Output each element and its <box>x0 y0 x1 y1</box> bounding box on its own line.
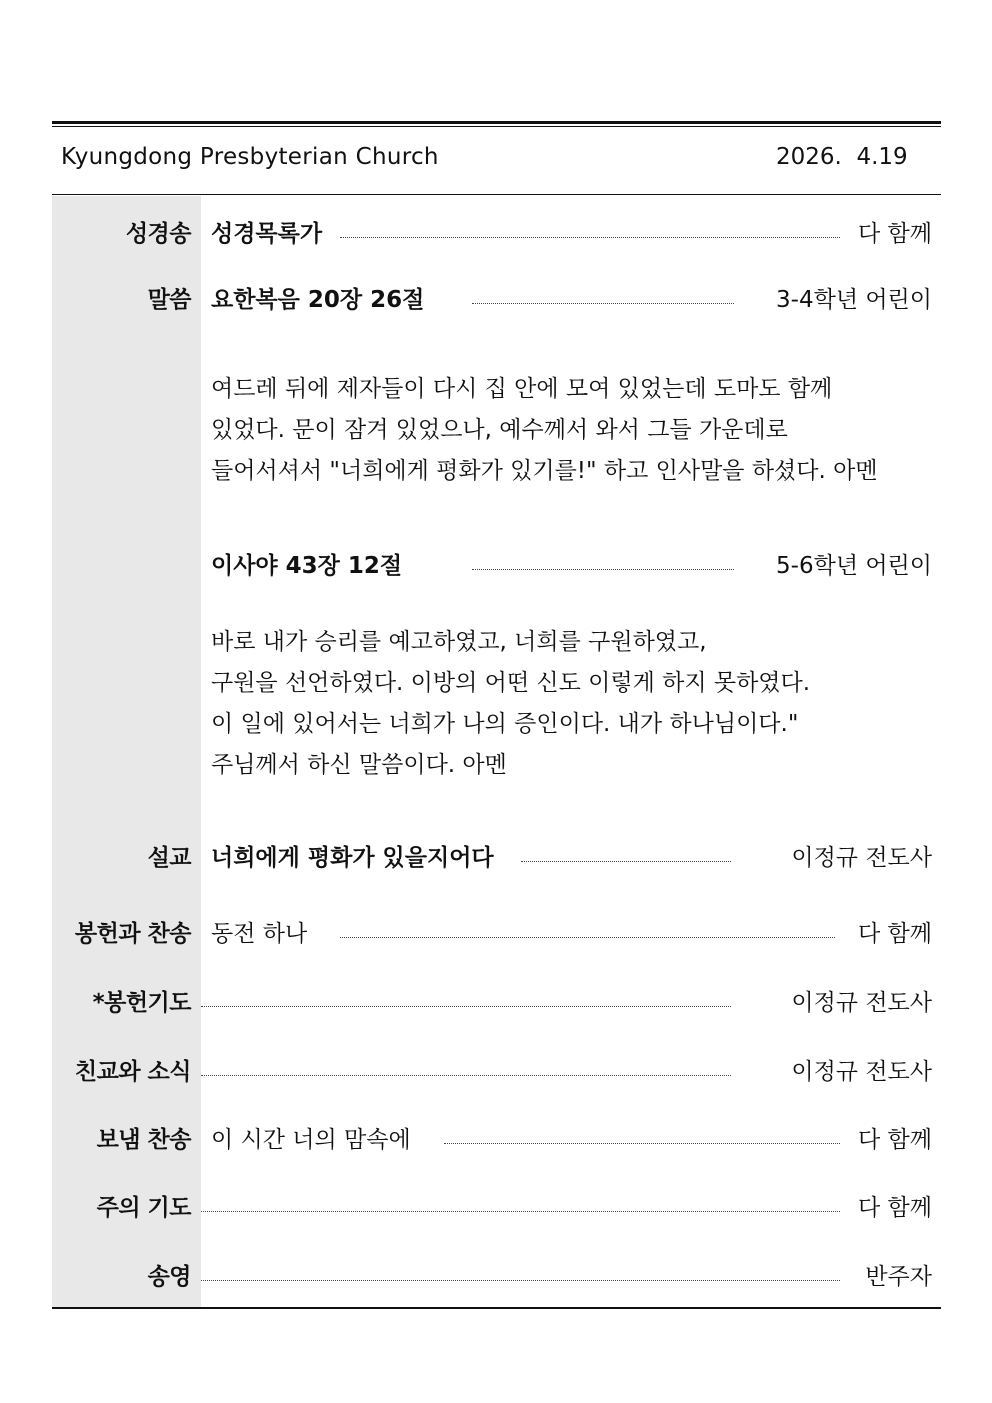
dotted-leader <box>472 569 734 570</box>
row-label: 주의 기도 <box>96 1195 191 1221</box>
top-rule-thick <box>52 121 941 124</box>
row-item: 요한복음 20장 26절 <box>211 287 425 313</box>
verse-line: 이 일에 있어서는 너희가 나의 증인이다. 내가 하나님이다." <box>211 711 799 737</box>
dotted-leader <box>201 1280 840 1281</box>
row-responsible: 5-6학년 어린이 <box>776 553 932 579</box>
order-row-offering-prayer <box>52 984 941 1016</box>
row-item: 이 시간 너의 맘속에 <box>211 1127 411 1153</box>
church-name: Kyungdong Presbyterian Church <box>61 144 439 170</box>
row-responsible: 반주자 <box>865 1264 932 1290</box>
row-label: 봉헌과 찬송 <box>74 921 191 947</box>
header-divider <box>52 194 941 195</box>
verse-line: 구원을 선언하였다. 이방의 어떤 신도 이렇게 하지 못하였다. <box>211 670 811 696</box>
dotted-leader <box>201 1006 731 1007</box>
scripture-reading-2 <box>211 622 810 786</box>
row-responsible: 다 함께 <box>858 1195 932 1221</box>
order-row-word <box>52 281 941 313</box>
row-label: 성경송 <box>125 221 191 247</box>
verse-line: 여드레 뒤에 제자들이 다시 집 안에 모여 있었는데 도마도 함께 <box>211 376 833 402</box>
bottom-rule <box>52 1307 941 1309</box>
dotted-leader <box>340 237 840 238</box>
row-responsible: 다 함께 <box>858 221 932 247</box>
row-responsible: 다 함께 <box>858 1127 932 1153</box>
order-row-doxology <box>52 1258 941 1290</box>
order-row-sermon <box>52 839 941 871</box>
dotted-leader <box>444 1143 840 1144</box>
row-label: 송영 <box>147 1264 191 1290</box>
verse-line: 있었다. 문이 잠겨 있었으나, 예수께서 와서 그들 가운데로 <box>211 417 788 443</box>
order-row-fellowship <box>52 1053 941 1085</box>
row-item: 동전 하나 <box>211 921 308 947</box>
row-label: 설교 <box>147 845 191 871</box>
verse-line: 들어서셔서 "너희에게 평화가 있기를!" 하고 인사말을 하셨다. 아멘 <box>211 458 878 484</box>
row-label: *봉헌기도 <box>92 990 191 1016</box>
scripture-reading-1 <box>211 369 878 492</box>
row-label: 친교와 소식 <box>74 1059 191 1085</box>
order-row-word-2 <box>52 547 941 579</box>
row-label: 보냄 찬송 <box>96 1127 191 1153</box>
dotted-leader <box>340 937 835 938</box>
dotted-leader <box>201 1075 731 1076</box>
row-item: 성경목록가 <box>211 221 323 247</box>
row-responsible: 이정규 전도사 <box>791 990 932 1016</box>
row-responsible: 이정규 전도사 <box>791 845 932 871</box>
bulletin-date: 2026. 4.19 <box>776 144 908 170</box>
row-item: 너희에게 평화가 있을지어다 <box>211 845 494 871</box>
order-row-sending-hymn <box>52 1121 941 1153</box>
row-item: 이사야 43장 12절 <box>211 553 403 579</box>
order-row-lords-prayer <box>52 1189 941 1221</box>
dotted-leader <box>521 861 731 862</box>
row-responsible: 다 함께 <box>858 921 932 947</box>
row-responsible: 3-4학년 어린이 <box>776 287 932 313</box>
top-rule-thin <box>52 126 941 127</box>
row-responsible: 이정규 전도사 <box>791 1059 932 1085</box>
verse-line: 바로 내가 승리를 예고하였고, 너희를 구원하였고, <box>211 629 707 655</box>
row-label: 말씀 <box>147 287 191 313</box>
order-row-offering <box>52 915 941 947</box>
dotted-leader <box>201 1211 840 1212</box>
dotted-leader <box>472 303 734 304</box>
order-row-bible-hymn <box>52 215 941 247</box>
verse-line: 주님께서 하신 말씀이다. 아멘 <box>211 752 507 778</box>
